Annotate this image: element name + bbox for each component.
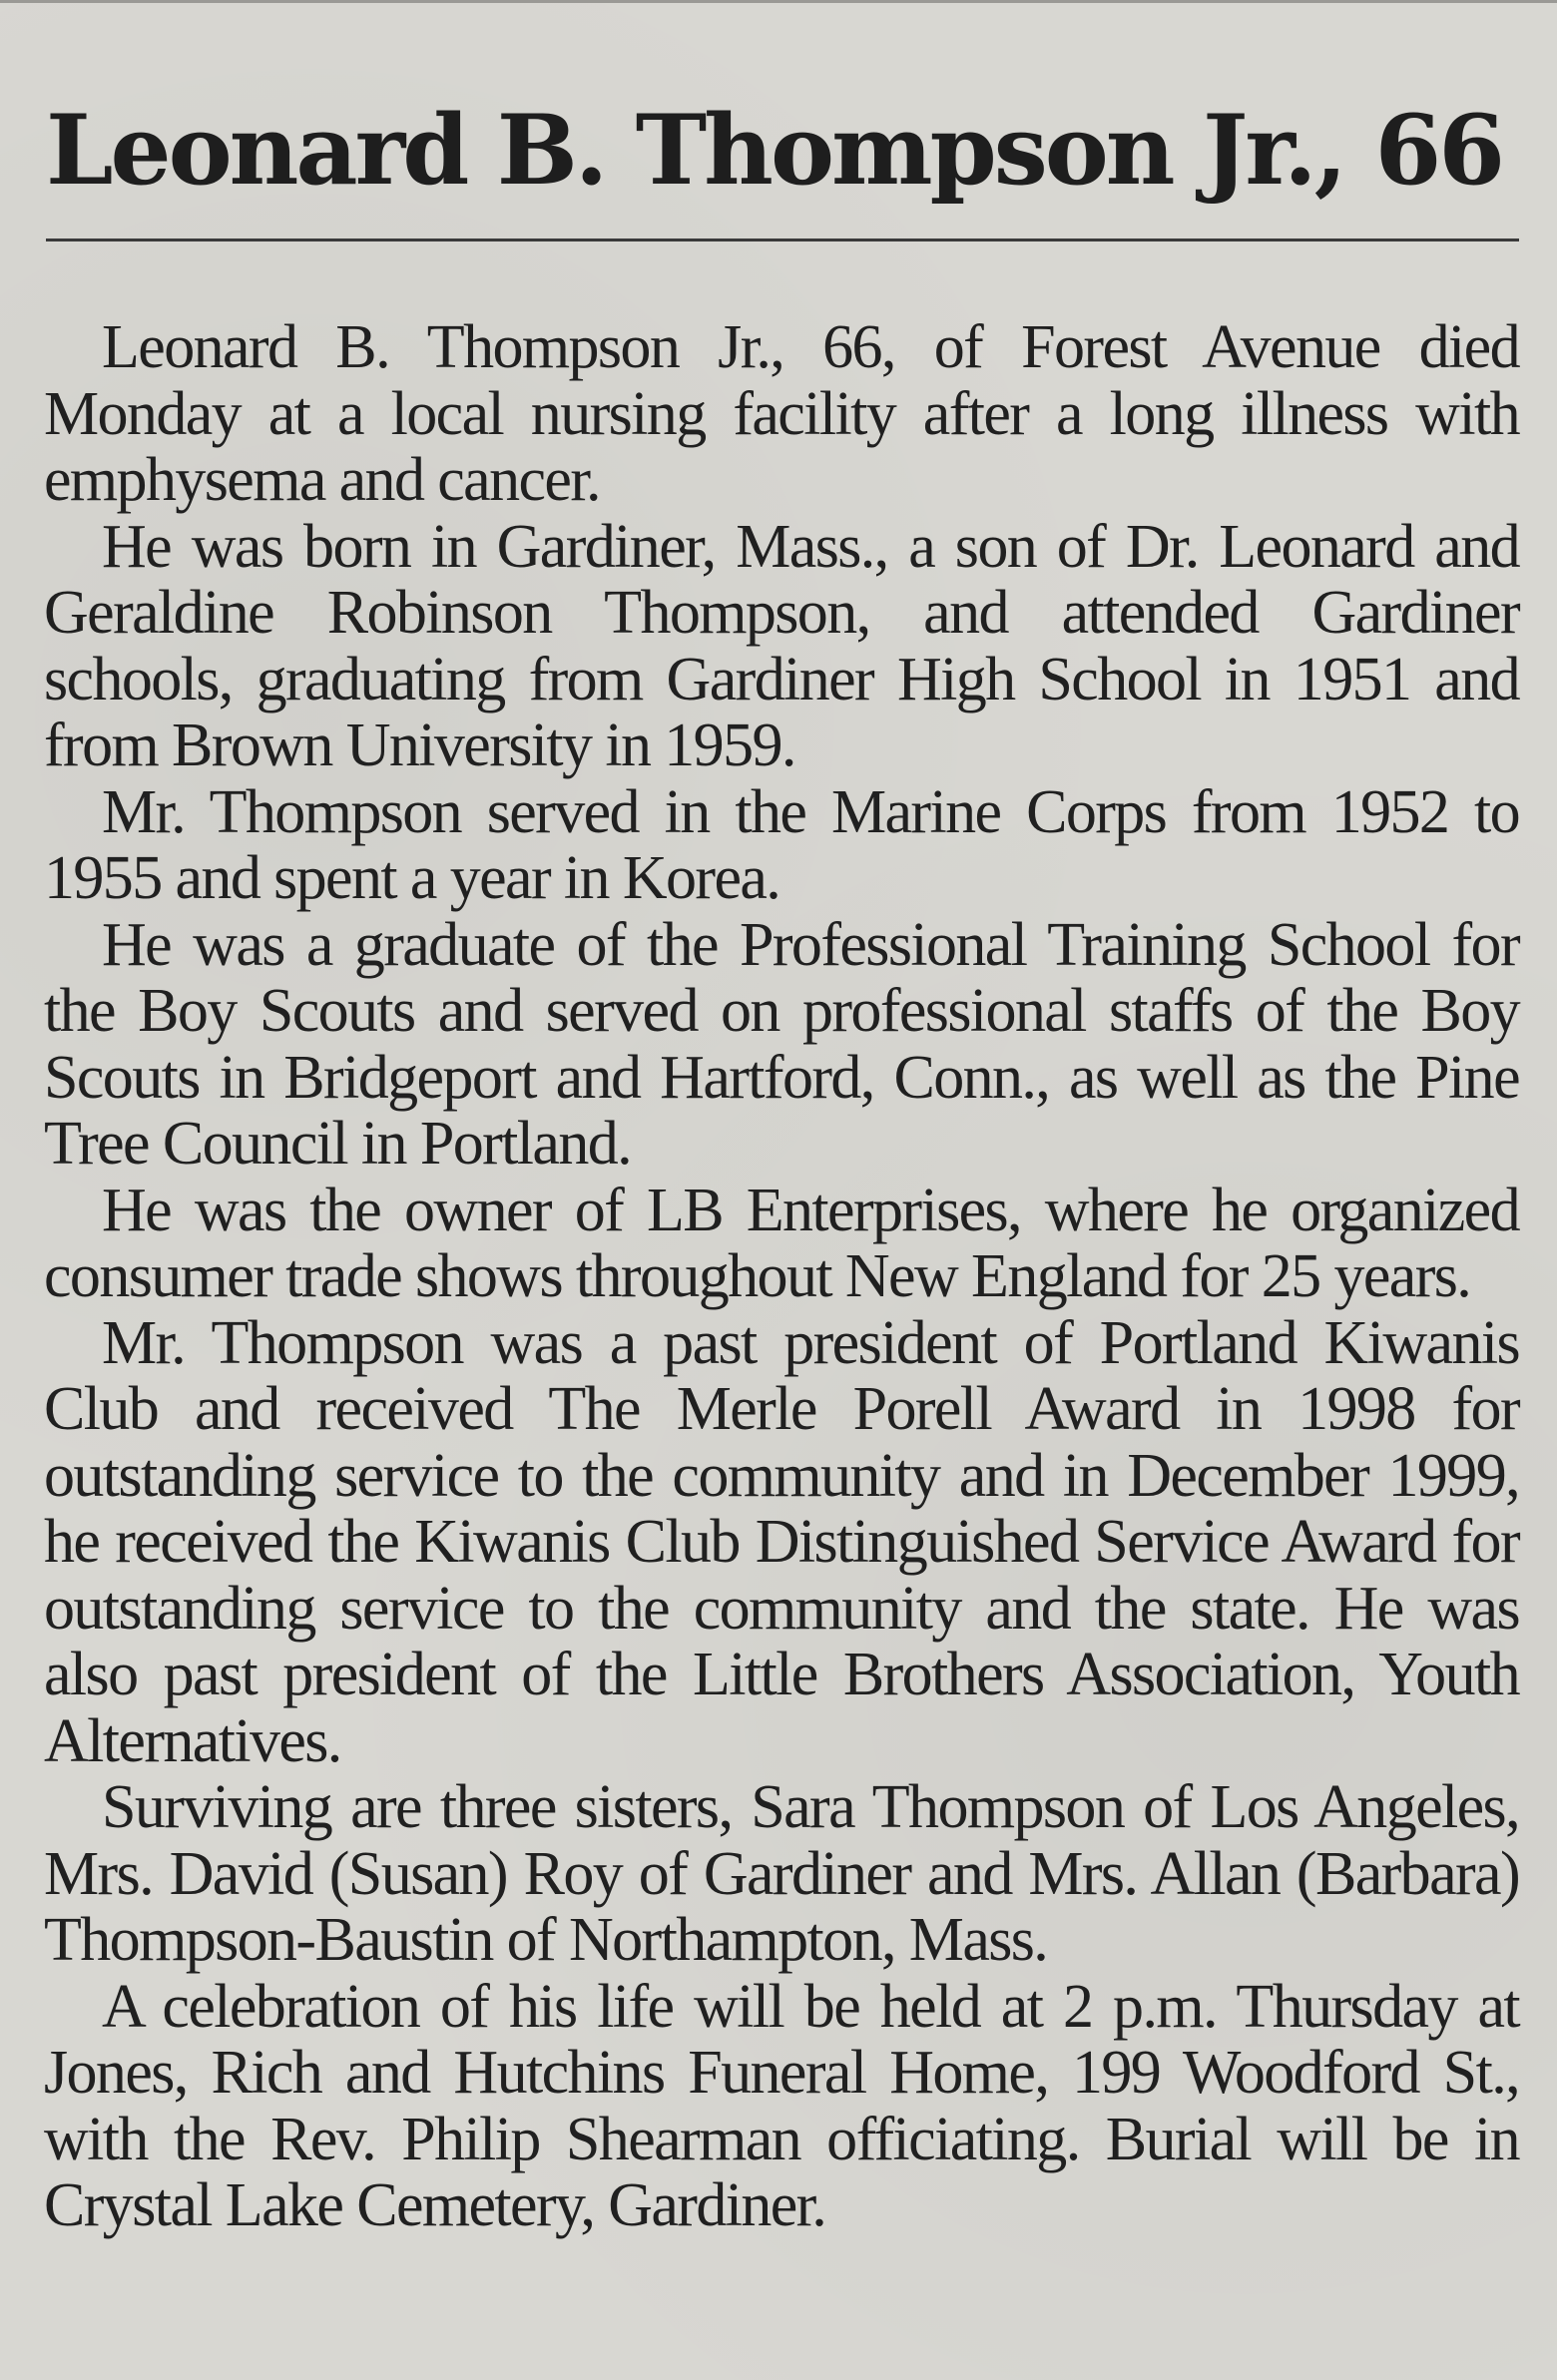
paragraph-survivors: Surviving are three sisters, Sara Thompson of Los Angeles, Mrs. David (Susan) Roy of Gardiner and Mrs. Allan (Barbara) Thompson-Baustin of Northampton, Mass. [44,1773,1519,1974]
paragraph-birth-education: He was born in Gardiner, Mass., a son of Dr. Leonard and Geraldine Robinson Thompson, and attended Gardiner schools, graduating from Gardiner High School in 1951 and from Brown University in 1959. [44,512,1519,779]
paragraph-kiwanis: Mr. Thompson was a past president of Portland Kiwanis Club and received The Merle Porell Award in 1998 for outstanding service to the community and in December 1999, he received the Kiwanis Club Distinguished Service Award for outstanding service to the community and the state. He was also past president of the Little Brothers Association, Youth Alternatives. [44,1308,1519,1775]
paragraph-death-notice: Leonard B. Thompson Jr., 66, of Forest Avenue died Monday at a local nursing facility after a long illness with emphysema and cancer. [44,313,1519,514]
paragraph-military-service: Mr. Thompson served in the Marine Corps from 1952 to 1955 and spent a year in Korea. [44,777,1519,912]
paragraph-business: He was the owner of LB Enterprises, where he organized consumer trade shows throughout New England for 25 years. [44,1176,1519,1310]
obituary-headline: Leonard B. Thompson Jr., 66 [46,94,1503,207]
paragraph-boy-scouts: He was a graduate of the Professional Training School for the Boy Scouts and served on professional staffs of the Boy Scouts in Bridgeport and Hartford, Conn., as well as the Pine Tree Council in Portland. [44,910,1519,1178]
obituary-body [44,314,1519,2239]
paragraph-services: A celebration of his life will be held at 2 p.m. Thursday at Jones, Rich and Hutchins Funeral Home, 199 Woodford St., with the Rev. Philip Shearman officiating. Burial will be in Crystal Lake Cemetery, Gardiner. [44,1972,1519,2239]
headline-rule [46,238,1519,241]
